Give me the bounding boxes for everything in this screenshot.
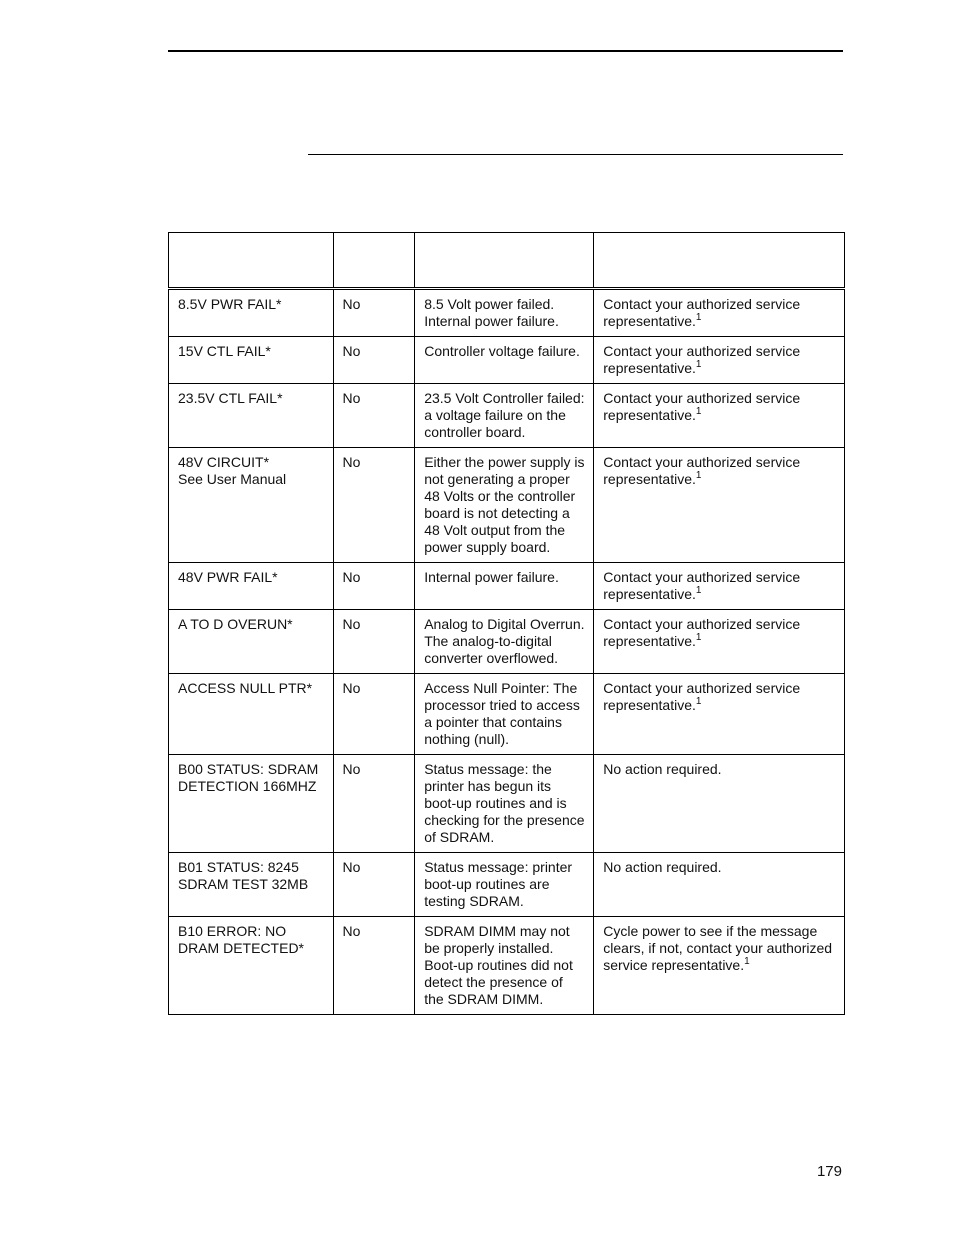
table-row [169, 610, 845, 674]
cell-explanation: 23.5 Volt Controller failed: a voltage failure on the controller board. [415, 384, 594, 448]
cell-message [169, 610, 334, 674]
footnote-ref: 1 [744, 956, 750, 967]
message-text: B10 ERROR: NO DRAM DETECTED* [178, 923, 305, 956]
cell-action [594, 289, 845, 337]
header-action [594, 233, 845, 289]
section-rule [308, 154, 843, 155]
cell-message [169, 289, 334, 337]
cell-clearable: No [333, 448, 415, 563]
cell-action [594, 448, 845, 563]
cell-explanation: SDRAM DIMM may not be properly installed. Boot-up routines did not detect the presence of the SDRAM DIMM. [415, 917, 594, 1015]
footnote-ref: 1 [695, 359, 702, 370]
cell-message [169, 563, 334, 610]
action-text: No action required. [603, 859, 722, 875]
cell-action [594, 853, 845, 917]
cell-clearable: No [333, 755, 415, 853]
table-row [169, 563, 845, 610]
action-text: Contact your authorized service representative. [603, 616, 801, 649]
cell-explanation: Controller voltage failure. [415, 337, 594, 384]
cell-message [169, 755, 334, 853]
footnote-ref: 1 [695, 696, 702, 707]
table-row [169, 448, 845, 563]
cell-explanation: Either the power supply is not generating a proper 48 Volts or the controller board is not detecting a 48 Volt output from the power supply board. [415, 448, 594, 563]
cell-action [594, 674, 845, 755]
table-row [169, 917, 845, 1015]
cell-clearable: No [333, 917, 415, 1015]
header-message [169, 233, 334, 289]
action-text: Contact your authorized service representative. [603, 343, 801, 376]
cell-message [169, 853, 334, 917]
message-text: 15V CTL FAIL* [178, 343, 271, 359]
message-text: 23.5V CTL FAIL* [178, 390, 283, 406]
action-text: Contact your authorized service representative. [603, 569, 801, 602]
cell-explanation: Access Null Pointer: The processor tried to access a pointer that contains nothing (null). [415, 674, 594, 755]
cell-clearable: No [333, 337, 415, 384]
table-row [169, 674, 845, 755]
cell-action [594, 337, 845, 384]
cell-action [594, 755, 845, 853]
table-header-row [169, 233, 845, 289]
cell-message [169, 674, 334, 755]
message-text: B00 STATUS: SDRAM DETECTION 166MHZ [178, 761, 319, 794]
cell-message [169, 917, 334, 1015]
cell-message [169, 337, 334, 384]
cell-clearable: No [333, 289, 415, 337]
top-rule [168, 50, 843, 52]
cell-action [594, 917, 845, 1015]
table-row [169, 289, 845, 337]
footnote-ref: 1 [695, 406, 702, 417]
message-text: 48V PWR FAIL* [178, 569, 278, 585]
table-row [169, 337, 845, 384]
cell-explanation: Internal power failure. [415, 563, 594, 610]
footnote-ref: 1 [695, 632, 702, 643]
cell-clearable: No [333, 674, 415, 755]
cell-clearable: No [333, 610, 415, 674]
message-subtext: See User Manual [178, 471, 287, 487]
message-text: 8.5V PWR FAIL* [178, 296, 282, 312]
message-text: 48V CIRCUIT* [178, 454, 270, 470]
cell-action [594, 563, 845, 610]
header-clearable [333, 233, 415, 289]
cell-message [169, 448, 334, 563]
footnote-ref: 1 [695, 470, 702, 481]
action-text: Contact your authorized service representative. [603, 680, 801, 713]
table-row [169, 384, 845, 448]
cell-clearable: No [333, 563, 415, 610]
message-text: ACCESS NULL PTR* [178, 680, 313, 696]
footnote-ref: 1 [695, 585, 702, 596]
action-text: Contact your authorized service representative. [603, 454, 801, 487]
cell-message [169, 384, 334, 448]
cell-clearable: No [333, 853, 415, 917]
error-message-table [168, 232, 845, 1015]
action-text: Cycle power to see if the message clears, if not, contact your authorized service representative. [603, 923, 833, 973]
cell-explanation: Status message: the printer has begun its boot-up routines and is checking for the presence of SDRAM. [415, 755, 594, 853]
cell-explanation: Analog to Digital Overrun. The analog-to-digital converter overflowed. [415, 610, 594, 674]
page-number: 179 [816, 1163, 842, 1180]
message-text: A TO D OVERUN* [178, 616, 293, 632]
table-row [169, 853, 845, 917]
header-explanation [415, 233, 594, 289]
cell-explanation: Status message: printer boot-up routines are testing SDRAM. [415, 853, 594, 917]
cell-clearable: No [333, 384, 415, 448]
action-text: Contact your authorized service representative. [603, 390, 801, 423]
cell-action [594, 384, 845, 448]
message-text: B01 STATUS: 8245 SDRAM TEST 32MB [178, 859, 309, 892]
footnote-ref: 1 [695, 312, 702, 323]
action-text: Contact your authorized service representative. [603, 296, 801, 329]
table-row [169, 755, 845, 853]
cell-explanation: 8.5 Volt power failed. Internal power failure. [415, 289, 594, 337]
action-text: No action required. [603, 761, 722, 777]
cell-action [594, 610, 845, 674]
